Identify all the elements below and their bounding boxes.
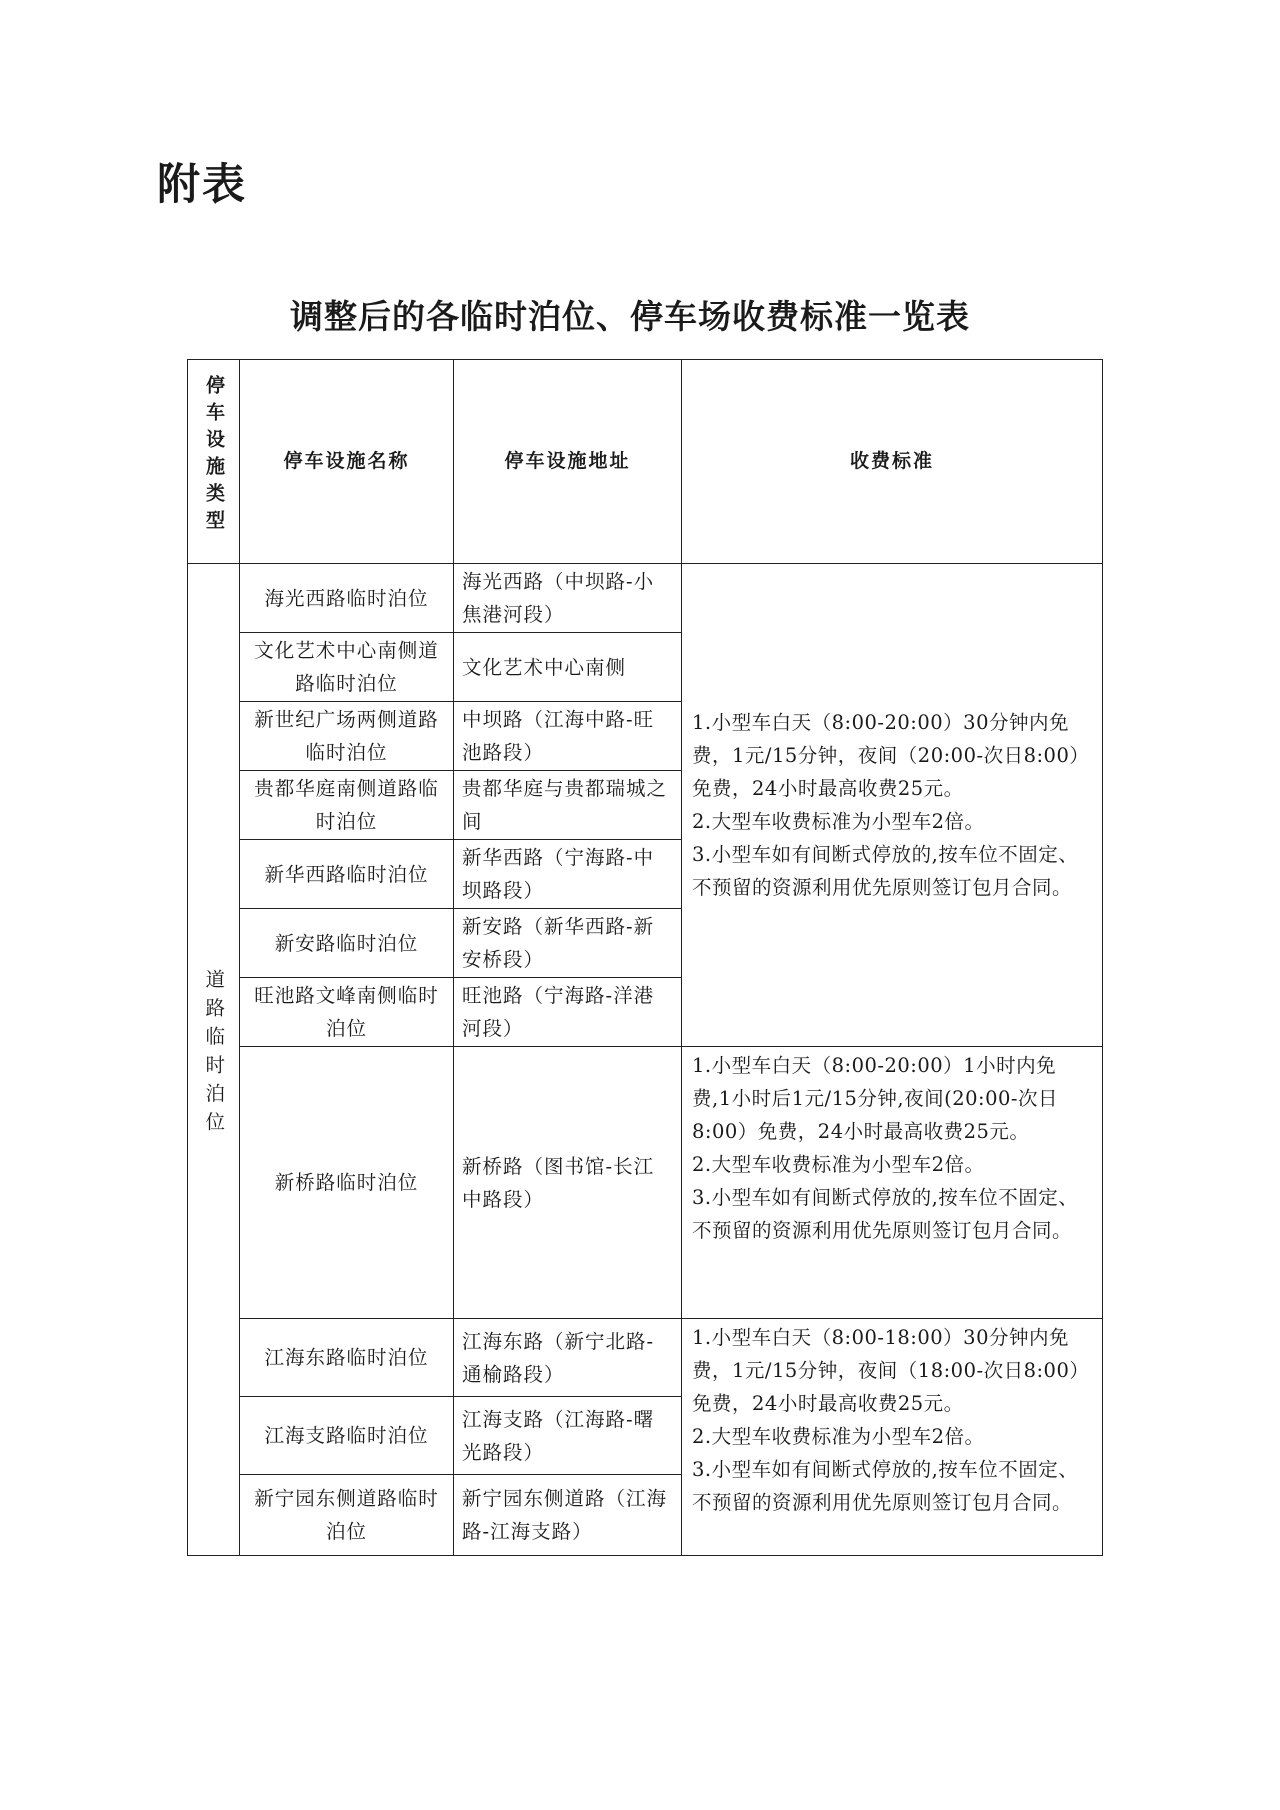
facility-address: 海光西路（中坝路-小焦港河段） <box>454 564 682 633</box>
header-row <box>188 360 1103 564</box>
facility-name: 江海东路临时泊位 <box>240 1319 454 1397</box>
facility-name: 新世纪广场两侧道路临时泊位 <box>240 702 454 771</box>
facility-address: 旺池路（宁海路-洋港河段） <box>454 978 682 1047</box>
header-type: 停车设施类型 <box>188 360 240 564</box>
fee-group-3 <box>682 1319 1103 1556</box>
fee-line: 2.大型车收费标准为小型车2倍。 <box>692 1153 985 1176</box>
facility-name: 江海支路临时泊位 <box>240 1397 454 1475</box>
fee-line: 2.大型车收费标准为小型车2倍。 <box>692 810 985 833</box>
header-address: 停车设施地址 <box>454 360 682 564</box>
table-title: 调整后的各临时泊位、停车场收费标准一览表 <box>290 297 970 336</box>
fee-line: 2.大型车收费标准为小型车2倍。 <box>692 1425 985 1448</box>
facility-address: 文化艺术中心南侧 <box>454 633 682 702</box>
facility-address: 新宁园东侧道路（江海路-江海支路） <box>454 1475 682 1556</box>
facility-name: 新安路临时泊位 <box>240 909 454 978</box>
facility-address: 新华西路（宁海路-中坝路段） <box>454 840 682 909</box>
fee-line: 1.小型车白天（8:00-18:00）30分钟内免费，1元/15分钟，夜间（18:00-次日8:00）免费，24小时最高收费25元。 <box>692 1326 1090 1415</box>
fee-line: 3.小型车如有间断式停放的,按车位不固定、不预留的资源利用优先原则签订包月合同。 <box>692 1186 1079 1242</box>
facility-name: 新桥路临时泊位 <box>240 1047 454 1319</box>
facility-address: 中坝路（江海中路-旺池路段） <box>454 702 682 771</box>
facility-name: 旺池路文峰南侧临时泊位 <box>240 978 454 1047</box>
facility-name: 新华西路临时泊位 <box>240 840 454 909</box>
table-row <box>188 564 1103 633</box>
facility-address: 江海支路（江海路-曙光路段） <box>454 1397 682 1475</box>
facility-address: 江海东路（新宁北路-通榆路段） <box>454 1319 682 1397</box>
facility-address: 新桥路（图书馆-长江中路段） <box>454 1047 682 1319</box>
fee-group-2 <box>682 1047 1103 1319</box>
fee-group-1 <box>682 564 1103 1047</box>
category-cell: 道路临时泊位 <box>188 564 240 1556</box>
page-heading: 附表 <box>157 160 247 210</box>
table-row <box>188 1319 1103 1397</box>
header-name: 停车设施名称 <box>240 360 454 564</box>
fee-line: 1.小型车白天（8:00-20:00）1小时内免费,1小时后1元/15分钟,夜间(20:00-次日8:00）免费，24小时最高收费25元。 <box>692 1054 1058 1143</box>
fee-line: 3.小型车如有间断式停放的,按车位不固定、不预留的资源利用优先原则签订包月合同。 <box>692 843 1079 899</box>
facility-address: 贵都华庭与贵都瑞城之间 <box>454 771 682 840</box>
fee-line: 3.小型车如有间断式停放的,按车位不固定、不预留的资源利用优先原则签订包月合同。 <box>692 1458 1079 1514</box>
fee-standard-table <box>187 359 1103 1556</box>
table-row <box>188 1047 1103 1319</box>
facility-name: 文化艺术中心南侧道路临时泊位 <box>240 633 454 702</box>
header-fee: 收费标准 <box>682 360 1103 564</box>
fee-line: 1.小型车白天（8:00-20:00）30分钟内免费，1元/15分钟，夜间（20:00-次日8:00）免费，24小时最高收费25元。 <box>692 711 1090 800</box>
facility-name: 新宁园东侧道路临时泊位 <box>240 1475 454 1556</box>
facility-name: 海光西路临时泊位 <box>240 564 454 633</box>
facility-name: 贵都华庭南侧道路临时泊位 <box>240 771 454 840</box>
facility-address: 新安路（新华西路-新安桥段） <box>454 909 682 978</box>
